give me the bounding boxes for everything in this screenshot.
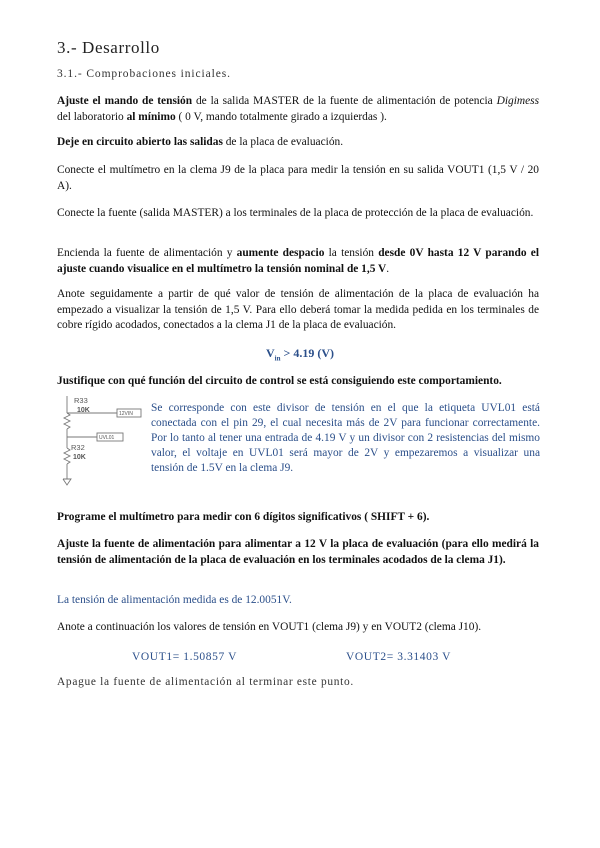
bold-text: Deje en circuito abierto las salidas [57,136,223,148]
paragraph-power-on [57,246,539,277]
paragraph-adjust-knob [57,94,539,125]
paragraph-annotate-vout: Anote a continuación los valores de tensión en VOUT1 (clema J9) y en VOUT2 (clema J10). [57,621,482,633]
paragraph-annotate: Anote seguidamente a partir de qué valor de tensión de alimentación de la placa de evaluación ha empezado a visualizar la tensión de 1,5 V. Para ello deberá tomar la medida pedida en los terminales de cobre rígido acodados, conectados a la clema J1 de la placa de evaluación. [57,288,539,331]
section-title: 3.- Desarrollo [57,38,160,57]
text: del laboratorio [57,110,127,123]
answer-text: Se corresponde con este divisor de tensión en el que la etiqueta UVL01 está conectada con el pin 29, el cual necesita más de 2V para funcionar correctamente. Por lo tanto al tener una entrada de 4.19 V y un divisor con 2 resistencias del mismo valor, el voltaje en UVL01 será mayor de 2V y empezaremos a visualizar una tensión de 1.5V en la clema J9. [151,402,540,474]
voltage-divider-schematic [57,393,143,491]
measured-voltage: La tensión de alimentación medida es de 12.0051V. [57,594,292,606]
bold-text: al mínimo [126,110,176,123]
vout2-value: VOUT2= 3.31403 V [346,651,451,663]
bold-text: Ajuste el mando de tensión [57,95,193,107]
question-justify: Justifique con qué función del circuito de control se está consiguiendo este comportamiento. [57,375,502,387]
ground-icon [63,479,71,485]
paragraph-program-multimeter: Programe el multímetro para medir con 6 dígitos significativos ( SHIFT + 6). [57,511,430,523]
text: de la salida MASTER de la fuente de alimentación de potencia [192,95,497,107]
closing-instruction: Apague la fuente de alimentación al terminar este punto. [57,676,354,688]
tag-12vin-text: 12VIN [119,411,133,417]
r33-label: R33 [74,396,88,405]
paragraph-adjust-12v: Ajuste la fuente de alimentación para alimentar a 12 V la placa de evaluación (para ello medirá la tensión de alimentación de la placa de evaluación en los terminales acodados de la clema J1). [57,538,539,566]
formula-vin [0,346,600,362]
text: Encienda la fuente de alimentación y [57,247,237,259]
r32-value: 10K [73,454,86,461]
r33-value: 10K [77,407,90,414]
formula-symbol: V [265,346,275,360]
formula-value: > 4.19 (V) [280,346,334,360]
vout1-value: VOUT1= 1.50857 V [132,651,237,663]
bold-text: desde 0V hasta 12 V parando el ajuste cuando visualice en el multímetro la tensión nominal de 1,5 V [57,247,539,275]
paragraph-connect-multimeter: Conecte el multímetro en la clema J9 de la placa para medir la tensión en su salida VOUT1 (1,5 V / 20 A). [57,164,539,192]
resistor-r33-icon [64,413,70,429]
paragraph-open-circuit [57,135,539,151]
text: de la placa de evaluación. [222,136,344,148]
text: ( 0 V, mando totalmente girado a izquierdas ). [175,110,387,123]
formula-subscript: in [274,354,281,363]
bold-text: aumente despacio [236,247,325,259]
text: . [386,262,390,275]
italic-text: Digimess [496,95,540,107]
resistor-r32-icon [64,448,70,464]
text: la tensión [324,247,379,259]
subsection-title: 3.1.- Comprobaciones iniciales. [57,68,231,80]
r32-label: R32 [71,443,85,452]
tag-uvl01-text: UVL01 [99,435,115,441]
paragraph-connect-source: Conecte la fuente (salida MASTER) a los terminales de la placa de protección de la placa de evaluación. [57,207,534,219]
